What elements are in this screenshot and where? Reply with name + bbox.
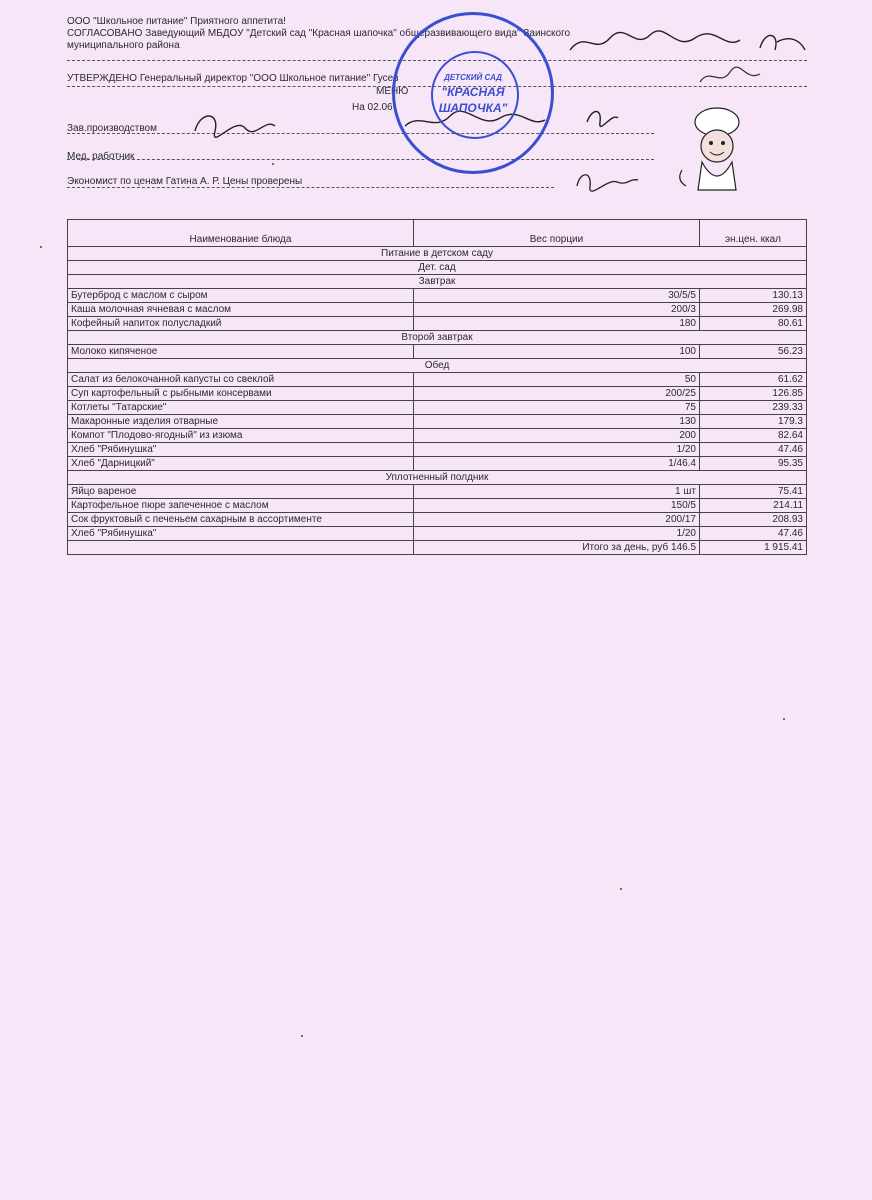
section-row xyxy=(68,275,807,289)
dish-name-header: Наименование блюда xyxy=(68,220,414,247)
energy-value: 56.23 xyxy=(700,345,807,359)
total-empty-cell xyxy=(68,541,414,555)
agreed-line-continued: муниципального района xyxy=(67,40,180,51)
scan-speck xyxy=(620,888,622,890)
official-stamp: ДЕТСКИЙ САД "КРАСНАЯ ШАПОЧКА" xyxy=(392,12,554,174)
table-row xyxy=(68,303,807,317)
dish-name: Кофейный напиток полусладкий xyxy=(68,317,414,331)
dish-name: Котлеты "Татарские" xyxy=(68,401,414,415)
economist-signature xyxy=(572,166,642,192)
dish-name: Бутерброд с маслом с сыром xyxy=(68,289,414,303)
section-label: Второй завтрак xyxy=(68,331,807,345)
scan-speck xyxy=(40,246,42,248)
dish-name: Яйцо вареное xyxy=(68,485,414,499)
energy-value: 179.3 xyxy=(700,415,807,429)
section-row xyxy=(68,359,807,373)
portion-weight: 1 шт xyxy=(414,485,700,499)
portion-weight: 150/5 xyxy=(414,499,700,513)
menu-table xyxy=(67,219,807,555)
portion-weight: 180 xyxy=(414,317,700,331)
chef-mascot-icon xyxy=(672,100,762,195)
director-signature xyxy=(565,20,815,65)
energy-value: 208.93 xyxy=(700,513,807,527)
section-label: Обед xyxy=(68,359,807,373)
table-row xyxy=(68,485,807,499)
portion-weight: 130 xyxy=(414,415,700,429)
menu-date: На 02.06 xyxy=(352,102,393,113)
table-row xyxy=(68,443,807,457)
dish-name: Компот "Плодово-ягодный" из изюма xyxy=(68,429,414,443)
production-signature-line xyxy=(67,133,654,134)
portion-weight: 200/25 xyxy=(414,387,700,401)
dish-name: Хлеб "Дарницкий" xyxy=(68,457,414,471)
short-signature xyxy=(582,104,622,130)
medical-signature-line xyxy=(67,159,654,160)
table-row xyxy=(68,289,807,303)
section-label: Дет. сад xyxy=(68,261,807,275)
table-row xyxy=(68,317,807,331)
energy-value: 126.85 xyxy=(700,387,807,401)
energy-header: эн.цен. ккал xyxy=(700,220,807,247)
table-row xyxy=(68,527,807,541)
section-label: Завтрак xyxy=(68,275,807,289)
economist-signature-line xyxy=(67,187,554,188)
table-row xyxy=(68,513,807,527)
energy-value: 214.11 xyxy=(700,499,807,513)
total-energy: 1 915.41 xyxy=(700,541,807,555)
table-row xyxy=(68,401,807,415)
table-header-row xyxy=(68,220,807,247)
energy-value: 80.61 xyxy=(700,317,807,331)
section-label: Питание в детском саду xyxy=(68,247,807,261)
dish-name: Макаронные изделия отварные xyxy=(68,415,414,429)
table-row xyxy=(68,373,807,387)
section-row xyxy=(68,471,807,485)
section-row xyxy=(68,247,807,261)
dish-name: Сок фруктовый с печеньем сахарным в ассортименте xyxy=(68,513,414,527)
menu-title: МЕНЮ xyxy=(376,86,409,97)
energy-value: 82.64 xyxy=(700,429,807,443)
energy-value: 61.62 xyxy=(700,373,807,387)
dish-name: Суп картофельный с рыбными консервами xyxy=(68,387,414,401)
economist-line: Экономист по ценам Гатина А. Р. Цены проверены xyxy=(67,176,303,187)
production-manager-line: Зав.производством xyxy=(67,123,157,134)
medical-worker-line: Мед. работник xyxy=(67,151,135,162)
energy-value: 47.46 xyxy=(700,443,807,457)
scan-speck xyxy=(272,163,274,165)
table-row xyxy=(68,429,807,443)
portion-weight: 200 xyxy=(414,429,700,443)
dish-name: Молоко кипяченое xyxy=(68,345,414,359)
portion-weight: 1/20 xyxy=(414,443,700,457)
table-row xyxy=(68,387,807,401)
portion-weight: 200/3 xyxy=(414,303,700,317)
table-row xyxy=(68,345,807,359)
table-row xyxy=(68,457,807,471)
portion-weight: 200/17 xyxy=(414,513,700,527)
dish-name: Салат из белокочанной капусты со свеклой xyxy=(68,373,414,387)
portion-weight: 30/5/5 xyxy=(414,289,700,303)
total-label: Итого за день, руб 146.5 xyxy=(414,541,700,555)
production-signature xyxy=(190,106,280,140)
dish-name: Хлеб "Рябинушка" xyxy=(68,443,414,457)
portion-weight: 1/20 xyxy=(414,527,700,541)
energy-value: 130.13 xyxy=(700,289,807,303)
scan-speck xyxy=(301,1035,303,1037)
organization-line: ООО "Школьное питание" Приятного аппетита! xyxy=(67,16,286,27)
energy-value: 239.33 xyxy=(700,401,807,415)
section-label: Уплотненный полдник xyxy=(68,471,807,485)
energy-value: 47.46 xyxy=(700,527,807,541)
scan-speck xyxy=(783,718,785,720)
portion-weight-header: Вес порции xyxy=(414,220,700,247)
table-row xyxy=(68,415,807,429)
dish-name: Каша молочная ячневая с маслом xyxy=(68,303,414,317)
energy-value: 75.41 xyxy=(700,485,807,499)
table-row xyxy=(68,499,807,513)
agreed-line: СОГЛАСОВАНО Заведующий МБДОУ "Детский сад "Красная шапочка" общеразвивающего вида" Заинского xyxy=(67,28,571,39)
portion-weight: 50 xyxy=(414,373,700,387)
approved-line: УТВЕРЖДЕНО Генеральный директор "ООО Школьное питание" Гусев xyxy=(67,73,399,84)
dish-name: Хлеб "Рябинушка" xyxy=(68,527,414,541)
approver-signature xyxy=(695,62,765,90)
portion-weight: 100 xyxy=(414,345,700,359)
energy-value: 95.35 xyxy=(700,457,807,471)
portion-weight: 1/46.4 xyxy=(414,457,700,471)
dish-name: Картофельное пюре запеченное с маслом xyxy=(68,499,414,513)
energy-value: 269.98 xyxy=(700,303,807,317)
portion-weight: 75 xyxy=(414,401,700,415)
section-row xyxy=(68,331,807,345)
total-row xyxy=(68,541,807,555)
section-row xyxy=(68,261,807,275)
